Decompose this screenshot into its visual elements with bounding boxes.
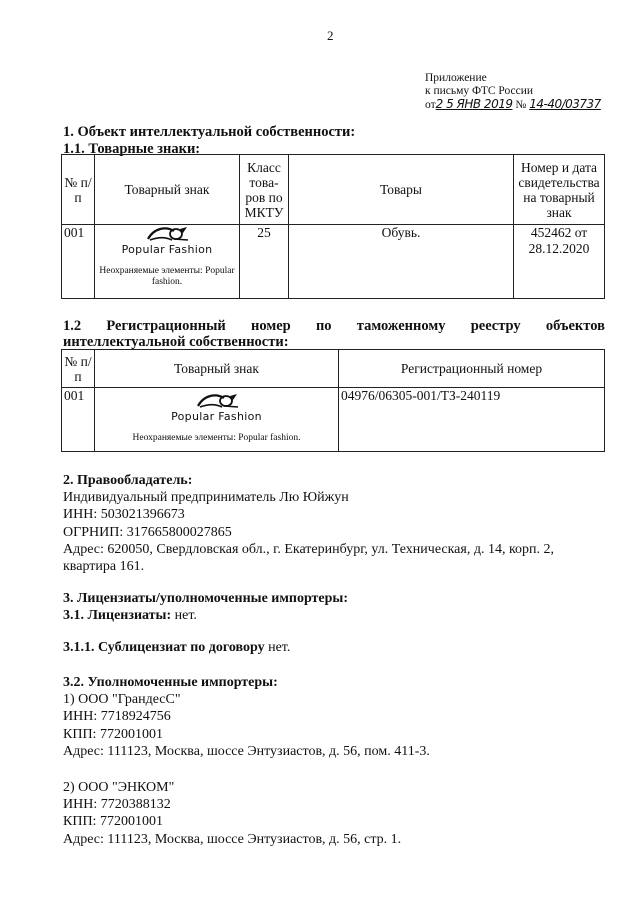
customs-register-table — [61, 349, 605, 452]
word: объектов — [545, 318, 605, 334]
importer-1 — [63, 691, 608, 760]
appendix-line2: к письму ФТС России — [425, 85, 534, 97]
rightholder-section — [63, 472, 608, 575]
table-row — [62, 225, 605, 299]
class-cell: 25 — [240, 225, 289, 299]
licensees-value: нет. — [171, 608, 197, 624]
col-trademark: Товарный знак — [95, 155, 240, 225]
rightholder-name: Индивидуальный предприниматель Лю Юйжун — [63, 490, 349, 506]
page-number: 2 — [327, 28, 334, 43]
col-certificate: Номер и дата свидетельства на товарный знак — [514, 155, 605, 225]
logo-text: Popular Fashion — [121, 243, 213, 256]
col-class: Класс това-ров по МКТУ — [240, 155, 289, 225]
section12-title — [63, 318, 605, 350]
number-prefix: № — [515, 99, 527, 111]
date-prefix: от — [425, 99, 436, 111]
table-row — [62, 388, 605, 452]
importer-kpp: КПП: 772001001 — [63, 814, 163, 830]
importer-address: Адрес: 111123, Москва, шоссе Энтузиастов, д. 56, пом. 411-3. — [63, 743, 430, 759]
word: 1.2 — [63, 318, 82, 334]
section11-title: 1.1. Товарные знаки: — [63, 141, 201, 157]
letter-date: 2 5 ЯНВ 2019 — [435, 97, 513, 111]
appendix-header — [425, 72, 601, 112]
goods-cell: Обувь. — [289, 225, 514, 299]
logo-text: Popular Fashion — [171, 410, 262, 423]
row-num: 001 — [62, 225, 95, 299]
rightholder-inn: ИНН: 503021396673 — [63, 507, 185, 523]
col-trademark: Товарный знак — [95, 350, 339, 388]
importer-inn: ИНН: 7718924756 — [63, 709, 171, 725]
section1-title: 1. Объект интеллектуальной собственности: — [63, 124, 356, 140]
letter-number: 14-40/03737 — [529, 97, 601, 111]
rightholder-ogrnip: ОГРНИП: 317665800027865 — [63, 524, 232, 540]
licensees-line — [63, 607, 608, 624]
importer-name: 1) ООО "ГрандесС" — [63, 692, 181, 708]
col-goods: Товары — [289, 155, 514, 225]
sublicensee-label: 3.1.1. Сублицензиат по договору — [63, 640, 265, 655]
col-num: № п/п — [62, 155, 95, 225]
importer-address: Адрес: 111123, Москва, шоссе Энтузиастов, д. 56, стр. 1. — [63, 831, 402, 847]
reg-number-cell: 04976/06305-001/ТЗ-240119 — [339, 388, 605, 452]
importer-inn: ИНН: 7720388132 — [63, 797, 171, 813]
word: по — [315, 318, 332, 334]
popular-fashion-logo — [144, 225, 190, 243]
importer-2 — [63, 779, 608, 848]
section3-title: 3. Лицензиаты/уполномоченные импортеры: — [63, 591, 349, 606]
licensees-section — [63, 590, 608, 624]
word: таможенному — [356, 318, 446, 334]
col-num: № п/п — [62, 350, 95, 388]
trademark-cell — [95, 388, 339, 452]
trademarks-table — [61, 154, 605, 299]
appendix-date-line — [425, 98, 601, 112]
word: номер — [251, 318, 291, 334]
section12-line2: интеллектуальной собственности: — [63, 334, 289, 350]
section2-title: 2. Правообладатель: — [63, 473, 193, 488]
nonprotected-elements: Неохраняемые элементы: Popular fashion. — [132, 433, 301, 443]
nonprotected-elements: Неохраняемые элементы: Popular fashion. — [99, 266, 235, 287]
rightholder-address: Адрес: 620050, Свердловская обл., г. Екатеринбург, ул. Техническая, д. 14, корп. 2, квартира 161. — [63, 541, 555, 575]
popular-fashion-logo — [194, 392, 240, 410]
sublicensee-line — [63, 639, 290, 656]
word: реестру — [470, 318, 521, 334]
importer-kpp: КПП: 772001001 — [63, 726, 163, 742]
certificate-cell: 452462 от 28.12.2020 — [514, 225, 605, 299]
section32-title: 3.2. Уполномоченные импортеры: — [63, 675, 278, 690]
trademark-cell — [95, 225, 240, 299]
col-reg-number: Регистрационный номер — [339, 350, 605, 388]
row-num: 001 — [62, 388, 95, 452]
importer-name: 2) ООО "ЭНКОМ" — [63, 780, 175, 796]
sublicensee-value: нет. — [264, 640, 291, 655]
licensees-label: 3.1. Лицензиаты: — [63, 608, 172, 624]
importers-section — [63, 674, 608, 848]
word: Регистрационный — [106, 318, 226, 334]
appendix-line1: Приложение — [425, 72, 487, 84]
